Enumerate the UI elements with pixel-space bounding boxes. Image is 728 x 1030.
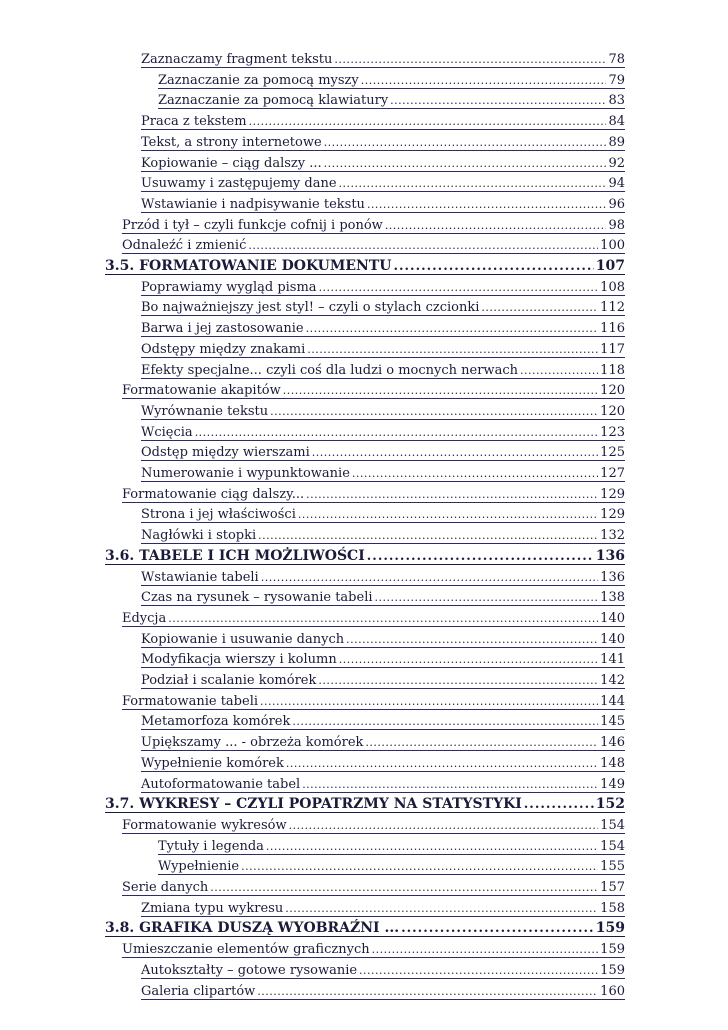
toc-page-number: 157 [600, 880, 625, 895]
toc-entry-title: Kopiowanie – ciąg dalszy ... [141, 155, 322, 171]
toc-entry-link[interactable] [141, 193, 625, 213]
toc-page-number: 154 [600, 817, 625, 833]
toc-page-number: 136 [600, 569, 625, 585]
toc-page-number: 149 [600, 776, 625, 792]
toc-page-number: 159 [600, 942, 625, 958]
toc-entry-link[interactable] [141, 959, 625, 979]
toc-page-number: 155 [600, 859, 625, 875]
toc-entry-link[interactable] [122, 234, 625, 254]
toc-entry-link[interactable] [122, 483, 625, 503]
toc-dot-leader [339, 176, 607, 191]
toc-entry-link[interactable] [122, 607, 625, 627]
toc-dot-leader [285, 901, 598, 916]
toc-entry-title: Usuwamy i zastępujemy dane [141, 176, 337, 192]
toc-entry-title: 3.7. WYKRESY – CZYLI POPATRZMY NA STATYSTYKI [105, 796, 522, 813]
toc-page-number: 144 [600, 693, 625, 709]
toc-entry-title: 3.5. FORMATOWANIE DOKUMENTU [105, 258, 392, 274]
toc-entry-title: Przód i tył – czyli funkcje cofnij i ponów [122, 217, 383, 233]
toc-entry-title: Galeria clipartów [141, 983, 256, 999]
toc-entry-title: Barwa i jej zastosowanie [141, 321, 304, 337]
toc-entry-title: Wstawianie i nadpisywanie tekstu [141, 196, 365, 212]
toc-entry-title: 3.6. TABELE I ICH MOŻLIWOŚCI [105, 547, 365, 564]
toc-page-number: 140 [600, 610, 625, 626]
toc-entry-title: Wyrównanie tekstu [141, 403, 269, 419]
toc-page-number: 92 [608, 155, 625, 171]
toc-entry-title: Umieszczanie elementów graficznych [122, 942, 370, 958]
toc-page-number: 142 [600, 673, 625, 688]
toc-page-number: 79 [608, 72, 625, 88]
toc-page-number: 107 [595, 258, 625, 274]
toc-entry-link[interactable] [141, 317, 625, 337]
toc-entry-link[interactable] [141, 421, 625, 441]
toc-entry-link[interactable] [141, 710, 625, 730]
toc-page-number: 154 [600, 838, 625, 854]
toc-entry-title: Czas na rysunek – rysowanie tabeli [141, 590, 373, 606]
toc-entry-title: Zmiana typu wykresu [141, 900, 284, 916]
toc-entry-link[interactable] [141, 400, 625, 420]
toc-dot-leader [361, 73, 607, 88]
toc-entry-link[interactable] [141, 648, 625, 668]
toc-dot-leader [168, 611, 598, 626]
toc-page-number: 148 [600, 755, 625, 771]
toc-entry-title: Odstępy między znakami [141, 341, 306, 357]
toc-dot-leader [385, 218, 607, 233]
toc-dot-leader [390, 93, 606, 108]
toc-page-number: 84 [608, 114, 625, 130]
toc-entry-title: Poprawiamy wygląd pisma [141, 279, 317, 295]
toc-entry-title: Praca z tekstem [141, 114, 247, 130]
toc-entry-link[interactable] [141, 152, 625, 172]
toc-entry-title: Numerowanie i wypunktowanie [141, 466, 350, 481]
toc-dot-leader [375, 590, 599, 605]
toc-dot-leader [307, 342, 598, 357]
toc-entry-link[interactable] [158, 835, 625, 855]
toc-entry-title: Autokształty – gotowe rysowanie [141, 962, 358, 978]
toc-entry-title: Strona i jej właściwości [141, 507, 296, 523]
toc-dot-leader [352, 466, 598, 481]
toc-dot-leader [359, 963, 598, 978]
toc-entry-link[interactable] [141, 669, 625, 689]
toc-dot-leader [346, 632, 598, 647]
toc-entry-link[interactable] [141, 524, 625, 544]
toc-entry-title: Upiększamy ... - obrzeża komórek [141, 735, 364, 751]
toc-page-number: 123 [600, 424, 625, 440]
toc-dot-leader [302, 777, 598, 792]
toc-dot-leader [286, 756, 598, 771]
toc-dot-leader [270, 404, 598, 419]
toc-entry-link[interactable] [158, 69, 625, 89]
toc-dot-leader [257, 984, 598, 999]
toc-entry-title: 3.8. GRAFIKA DUSZĄ WYOBRAŹNI ... [105, 920, 400, 937]
toc-entry-link[interactable] [141, 338, 625, 358]
toc-dot-leader [298, 507, 598, 522]
toc-page-number: 94 [608, 176, 625, 192]
toc-entry-link[interactable] [141, 586, 625, 606]
toc-dot-leader [283, 383, 598, 398]
toc-dot-leader [365, 735, 598, 750]
toc-entry-title: Zaznaczamy fragment tekstu [141, 52, 333, 67]
toc-dot-leader [524, 797, 594, 812]
toc-entry-link[interactable] [141, 628, 625, 648]
toc-dot-leader [401, 921, 594, 936]
toc-entry-title: Formatowanie wykresów [122, 817, 287, 833]
toc-entry-title: Odstęp między wierszami [141, 445, 310, 461]
toc-entry-link[interactable] [122, 938, 625, 958]
toc-dot-leader [258, 528, 598, 543]
toc-dot-leader [266, 839, 598, 854]
toc-dot-leader [249, 114, 607, 129]
toc-entry-title: Kopiowanie i usuwanie danych [141, 631, 345, 647]
toc-page-number: 100 [600, 238, 625, 254]
toc-page-number: 98 [608, 217, 625, 233]
toc-dot-leader [324, 156, 607, 171]
toc-chapter-link[interactable] [105, 255, 625, 275]
toc-page-number: 120 [600, 383, 625, 399]
toc-chapter-link[interactable] [105, 545, 625, 565]
toc-page-number: 160 [600, 983, 625, 999]
toc-page-number: 96 [608, 196, 625, 212]
toc-page-number: 117 [600, 341, 625, 357]
toc-entry-title: Wcięcia [141, 424, 193, 440]
toc-entry-title: Bo najważniejszy jest styl! – czyli o stylach czcionki [141, 300, 480, 316]
toc-entry-link[interactable] [141, 276, 625, 296]
toc-entry-link[interactable] [141, 566, 625, 586]
toc-page-number: 78 [608, 52, 625, 67]
toc-dot-leader [210, 880, 598, 895]
toc-dot-leader [260, 694, 598, 709]
toc-dot-leader [312, 445, 598, 460]
toc-entry-title: Formatowanie tabeli [122, 693, 259, 709]
toc-entry-title: Efekty specjalne... czyli coś dla ludzi o mocnych nerwach [141, 362, 518, 378]
toc-page-number: 145 [600, 714, 625, 730]
toc-entry-link[interactable] [158, 89, 625, 109]
toc-page-number: 129 [600, 486, 625, 502]
toc-page-number: 116 [600, 321, 625, 337]
toc-page-number: 136 [595, 547, 625, 564]
toc-entry-title: Wypełnienie [158, 859, 240, 875]
toc-dot-leader [520, 363, 598, 378]
toc-page-number: 158 [600, 900, 625, 916]
toc-dot-leader [292, 714, 598, 729]
toc-entry-link[interactable] [122, 379, 625, 399]
toc-entry-link[interactable] [141, 131, 625, 151]
toc-entry-link[interactable] [141, 296, 625, 316]
toc-dot-leader [339, 652, 598, 667]
toc-entry-title: Zaznaczanie za pomocą myszy [158, 72, 359, 88]
toc-entry-link[interactable] [141, 897, 625, 917]
toc-dot-leader [248, 238, 598, 253]
toc-entry-link[interactable] [122, 214, 625, 234]
toc-entry-title: Formatowanie ciąg dalszy... [122, 486, 305, 502]
toc-page-number: 108 [600, 279, 625, 295]
toc-entry-title: Edycja [122, 610, 167, 626]
toc-dot-leader [324, 135, 607, 150]
toc-dot-leader [289, 818, 599, 833]
toc-entry-title: Modyfikacja wierszy i kolumn [141, 652, 337, 668]
toc-entry-title: Serie danych [122, 880, 209, 895]
toc-dot-leader [393, 259, 593, 274]
toc-page-number: 159 [600, 962, 625, 978]
toc-dot-leader [318, 673, 598, 688]
toc-entry-link[interactable] [141, 980, 625, 1000]
toc-dot-leader [334, 52, 606, 67]
toc-page-number: 152 [595, 796, 625, 813]
toc-entry-title: Tytuły i legenda [158, 838, 264, 854]
toc-entry-title: Metamorfoza komórek [141, 714, 291, 730]
toc-entry-title: Zaznaczanie za pomocą klawiatury [158, 93, 389, 109]
toc-entry-link[interactable] [141, 503, 625, 523]
toc-entry-link[interactable] [141, 752, 625, 772]
toc-chapter-link[interactable] [105, 793, 625, 813]
toc-entry-link[interactable] [122, 814, 625, 834]
toc-page-number: 159 [595, 920, 625, 937]
toc-entry-title: Tekst, a strony internetowe [141, 134, 322, 150]
toc-dot-leader [195, 425, 598, 440]
toc-page-number: 120 [600, 403, 625, 419]
toc-entry-link[interactable] [141, 462, 625, 482]
toc-dot-leader [319, 280, 599, 295]
toc-entry-link[interactable] [141, 359, 625, 379]
toc-entry-title: Nagłówki i stopki [141, 528, 257, 544]
toc-page-number: 138 [600, 590, 625, 606]
toc-dot-leader [367, 197, 607, 212]
toc-entry-link[interactable] [141, 731, 625, 751]
toc-entry-title: Odnaleźć i zmienić [122, 238, 247, 254]
toc-entry-title: Wstawianie tabeli [141, 569, 259, 585]
toc-entry-link[interactable] [122, 876, 625, 896]
toc-page-number: 112 [600, 300, 625, 316]
toc-page-number: 146 [600, 735, 625, 751]
toc-dot-leader [481, 300, 598, 315]
toc-dot-leader [261, 570, 598, 585]
toc-page-number: 140 [600, 631, 625, 647]
toc-dot-leader [367, 549, 594, 564]
toc-entry-link[interactable] [141, 48, 625, 68]
toc-entry-title: Formatowanie akapitów [122, 383, 281, 399]
toc-page-number: 118 [600, 362, 625, 378]
toc-entry-link[interactable] [141, 441, 625, 461]
toc-dot-leader [306, 321, 599, 336]
toc-chapter-link[interactable] [105, 917, 625, 937]
toc-entry-link[interactable] [141, 172, 625, 192]
toc-entry-link[interactable] [141, 110, 625, 130]
toc-dot-leader [241, 859, 598, 874]
toc-page-number: 127 [600, 466, 625, 481]
toc-page-number: 129 [600, 507, 625, 523]
toc-entry-link[interactable] [158, 855, 625, 875]
toc-page-number: 132 [600, 528, 625, 544]
toc-entry-link[interactable] [122, 690, 625, 710]
toc-page-number: 83 [608, 93, 625, 109]
toc-page-number: 125 [600, 445, 625, 461]
toc-entry-title: Wypełnienie komórek [141, 755, 284, 771]
toc-entry-link[interactable] [141, 773, 625, 793]
toc-entry-title: Podział i scalanie komórek [141, 673, 317, 688]
toc-page-number: 89 [608, 134, 625, 150]
toc-dot-leader [372, 942, 599, 957]
toc-dot-leader [306, 487, 598, 502]
toc-page-number: 141 [600, 652, 625, 668]
toc-entry-title: Autoformatowanie tabel [141, 776, 301, 792]
